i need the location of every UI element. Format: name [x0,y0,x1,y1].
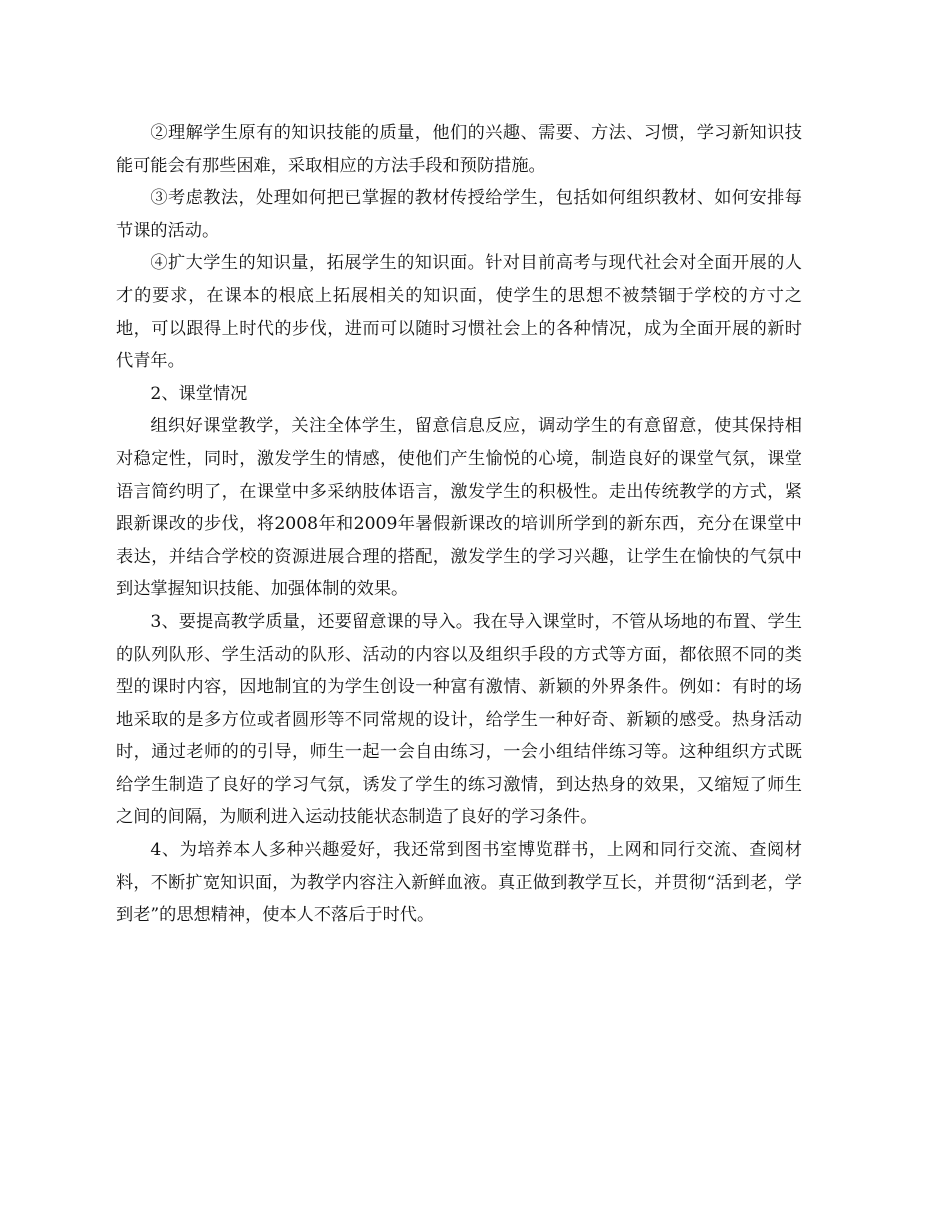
paragraph-classroom-teaching: 组织好课堂教学，关注全体学生，留意信息反应，调动学生的有意留意，使其保持相对稳定性，同时，激发学生的情感，使他们产生愉悦的心境，制造良好的课堂气氛，课堂语言简约明了，在课堂中多采纳肢体语言，激发学生的积极性。走出传统教学的方式，紧跟新课改的步伐，将2008年和2009年暑假新课改的培训所学到的新东西，充分在课堂中表达，并结合学校的资源进展合理的搭配，激发学生的学习兴趣，让学生在愉快的气氛中到达掌握知识技能、加强体制的效果。 [116,416,802,600]
paragraph-expand-knowledge: ④扩大学生的知识量，拓展学生的知识面。针对目前高考与现代社会对全面开展的人才的要求，在课本的根底上拓展相关的知识面，使学生的思想不被禁锢于学校的方寸之地，可以跟得上时代的步伐，进而可以随时习惯社会上的各种情况，成为全面开展的新时代青年。 [116,253,802,372]
paragraph-teaching-method: ③考虑教法，处理如何把已掌握的教材传授给学生，包括如何组织教材、如何安排每节课的活动。 [116,188,802,241]
section-heading-classroom: 2、课堂情况 [150,383,248,404]
paragraph-understand-students: ②理解学生原有的知识技能的质量，他们的兴趣、需要、方法、习惯，学习新知识技能可能会有那些困难，采取相应的方法手段和预防措施。 [116,123,802,176]
paragraph-lesson-introduction: 3、要提高教学质量，还要留意课的导入。我在导入课堂时，不管从场地的布置、学生的队列队形、学生活动的队形、活动的内容以及组织手段的方式等方面，都依照不同的类型的课时内容，因地制宜的为学生创设一种富有激情、新颖的外界条件。例如：有时的场地采取的是多方位或者圆形等不同常规的设计，给学生一种好奇、新颖的感受。热身活动时，通过老师的的引导，师生一起一会自由练习，一会小组结伴练习等。这种组织方式既给学生制造了良好的学习气氛，诱发了学生的练习激情，到达热身的效果，又缩短了师生之间的间隔，为顺利进入运动技能状态制造了良好的学习条件。 [116,611,802,828]
paragraph-self-development: 4、为培养本人多种兴趣爱好，我还常到图书室博览群书，上网和同行交流、查阅材料，不断扩宽知识面，为教学内容注入新鲜血液。真正做到教学互长，并贯彻“活到老，学到老”的思想精神，使本人不落后于时代。 [116,840,802,926]
document-body [116,117,802,932]
